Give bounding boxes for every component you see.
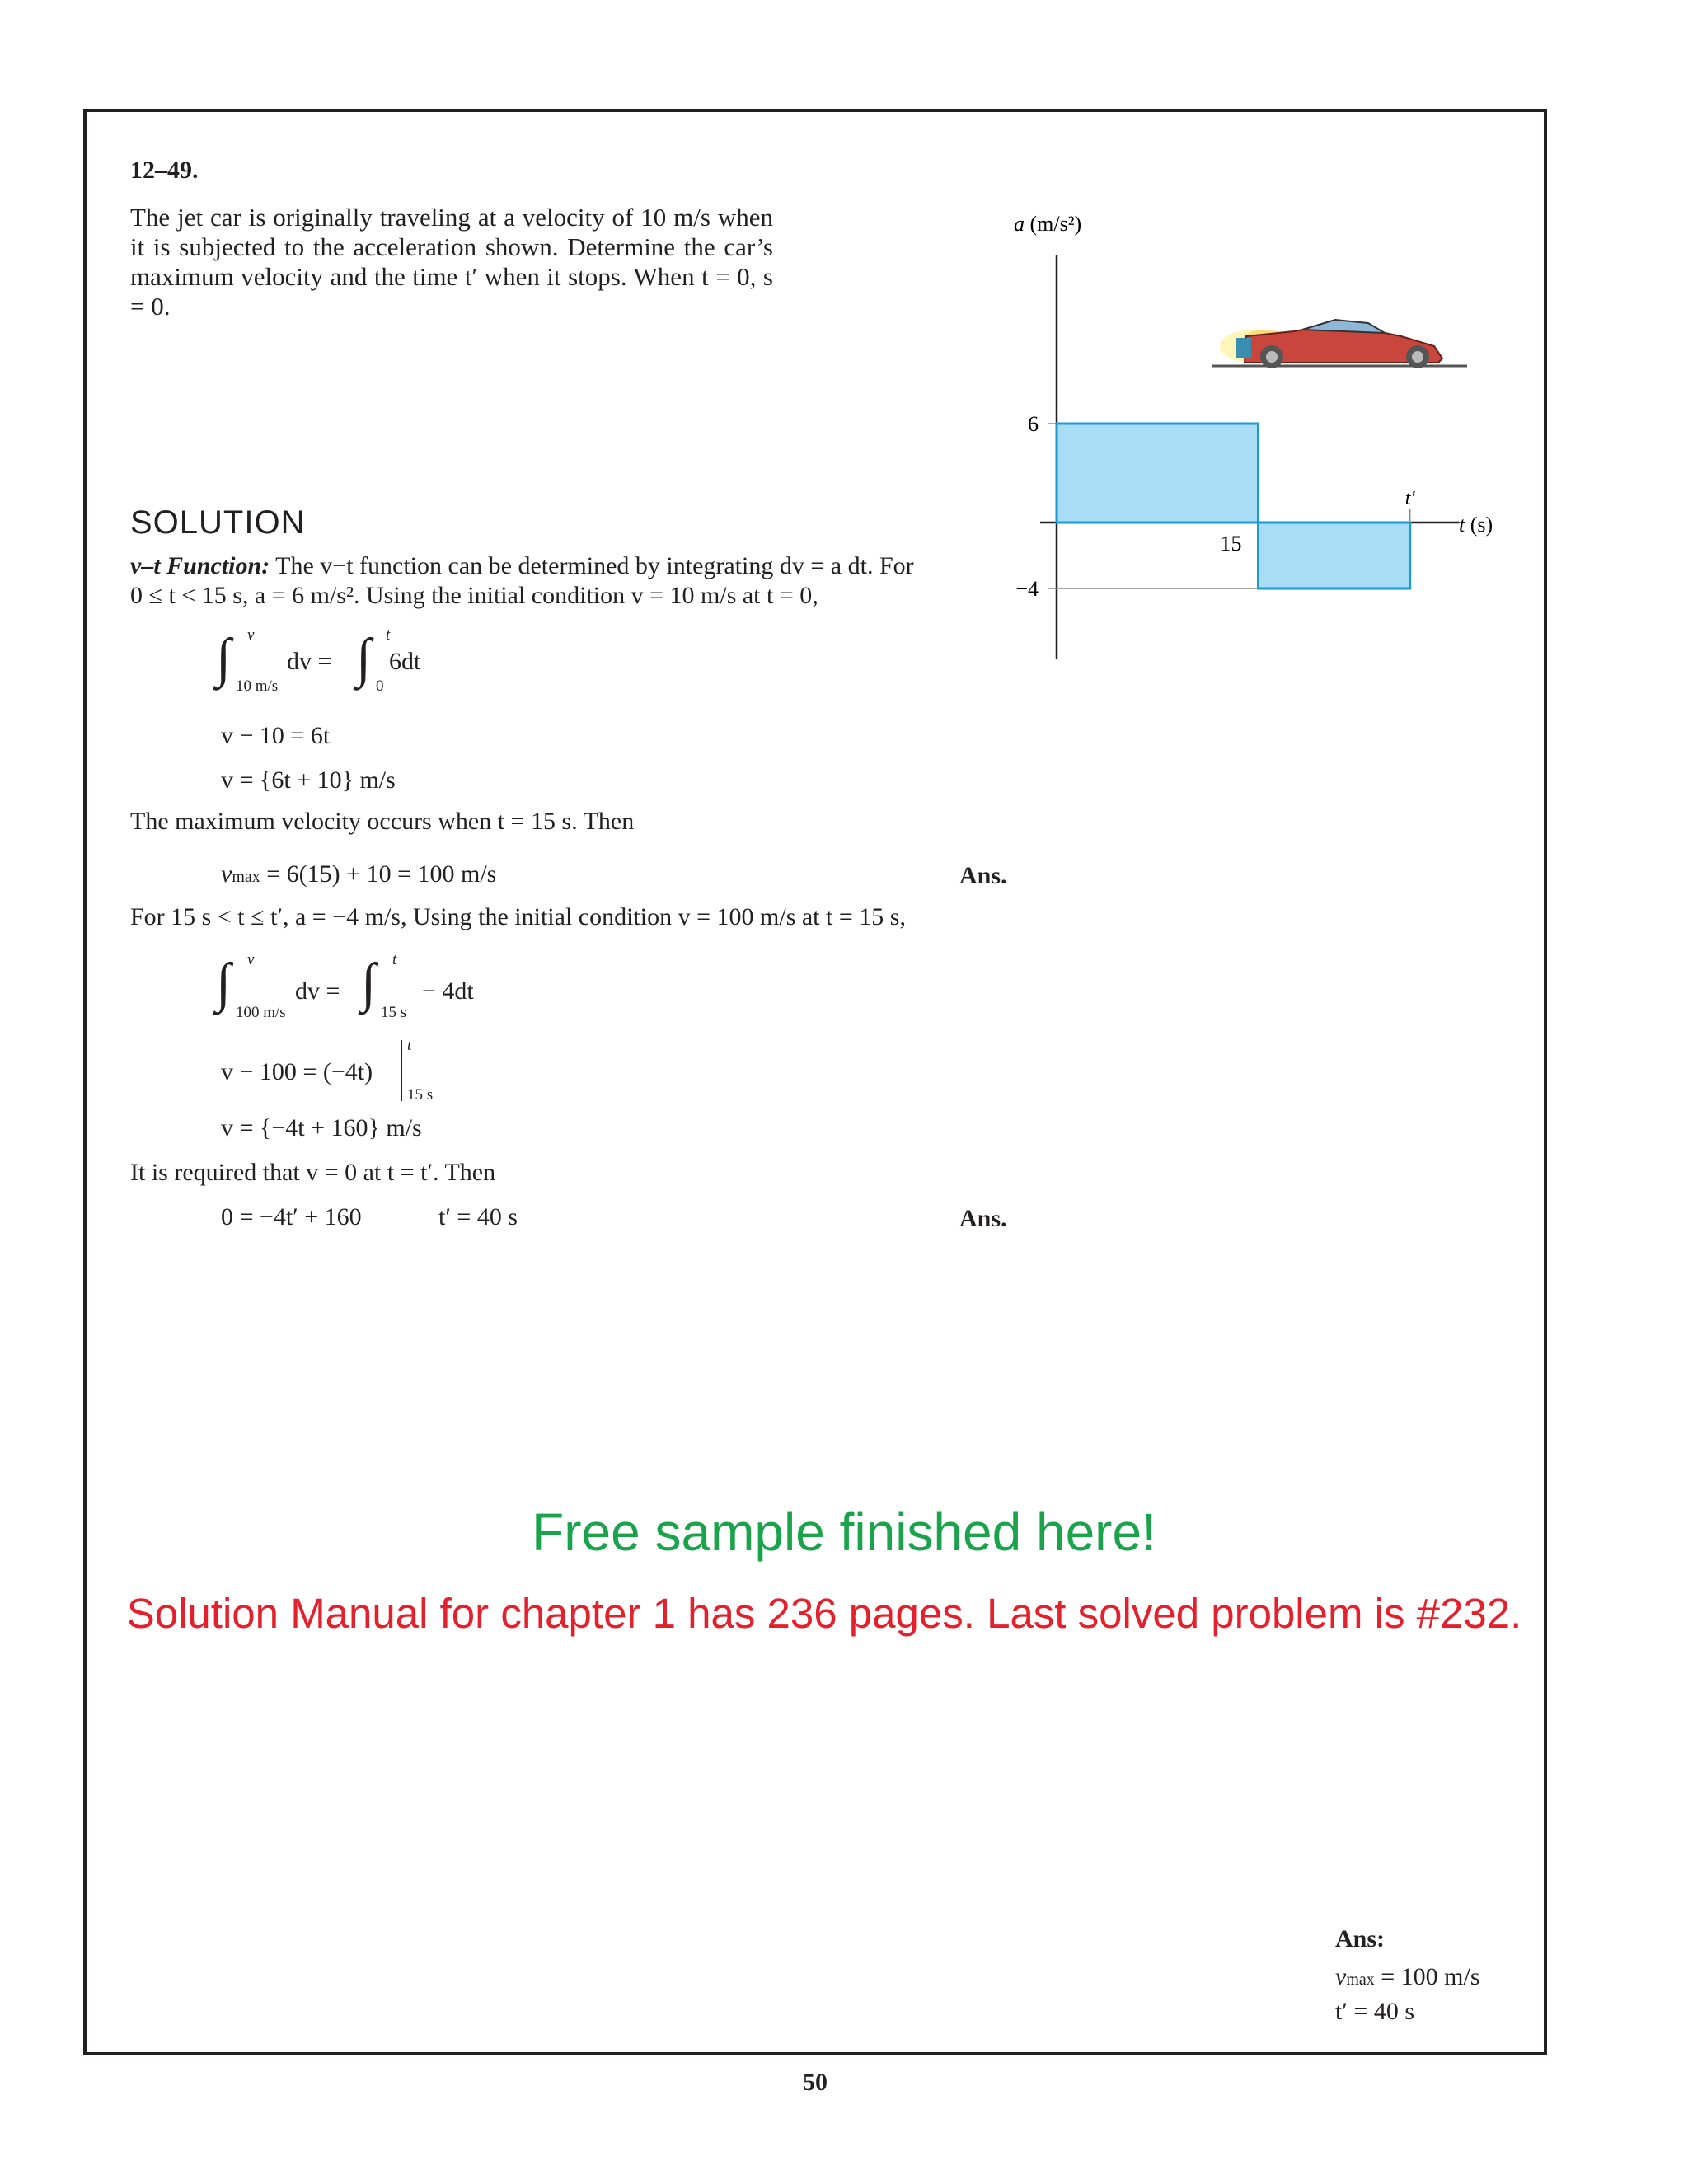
required-line: It is required that v = 0 at t = t′. Then [130,1159,496,1186]
x-axis-label: t (s) [1459,513,1493,537]
negative-acceleration-bar [1259,523,1410,588]
problem-number: 12–49. [130,157,199,184]
intro-text-1: The v−t function can be determined by integrating dv = a dt. For [270,552,914,579]
solution-manual-notice: Solution Manual for chapter 1 has 236 pages. Last solved problem is #232. [126,1590,1522,1637]
intro-line-2: 0 ≤ t < 15 s, a = 6 m/s². Using the initial condition v = 10 m/s at t = 0, [130,582,818,609]
answer-vmax: vmax = 100 m/s [1335,1963,1480,1990]
y-tick-label-6: 6 [1028,412,1039,436]
positive-acceleration-bar [1057,424,1259,523]
equation-2: v = {6t + 10} m/s [221,766,396,794]
y-tick-label-neg4: −4 [1015,577,1039,601]
intro-line-1 [130,552,914,580]
y-axis-label: a (m/s²) [1014,212,1082,236]
acceleration-chart [973,198,1517,659]
page-number: 50 [803,2069,828,2096]
problem-text: The jet car is originally traveling at a velocity of 10 m/s when it is subjected to the acceleration shown. Determine the car’s maximum velocity and the time t′ when it stops. When t = 0, s = 0. [130,203,773,321]
equation-4: v = {−4t + 160} m/s [221,1114,422,1141]
solution-heading: SOLUTION [130,504,306,541]
vmax-equation: vmax = 6(15) + 10 = 100 m/s [221,860,497,888]
equation-5b: t′ = 40 s [438,1203,518,1230]
ans-label-1: Ans. [959,862,1007,889]
free-sample-banner: Free sample finished here! [532,1502,1156,1562]
ans-label-2: Ans. [959,1205,1007,1232]
x-tick-label-tprime: t′ [1404,488,1415,509]
equation-5a: 0 = −4t′ + 160 [221,1203,362,1230]
jet-car-illustration [1212,320,1467,368]
x-tick-label-15: 15 [1220,532,1242,555]
answer-tprime: t′ = 40 s [1335,1998,1414,2025]
max-velocity-line: The maximum velocity occurs when t = 15 s. Then [130,808,635,835]
section-title: v–t Function: [130,552,270,579]
answer-box-title: Ans: [1335,1925,1386,1952]
equation-1: v − 10 = 6t [221,722,331,749]
second-interval-line: For 15 s < t ≤ t′, a = −4 m/s, Using the initial condition v = 100 m/s at t = 15 s, [130,903,906,930]
